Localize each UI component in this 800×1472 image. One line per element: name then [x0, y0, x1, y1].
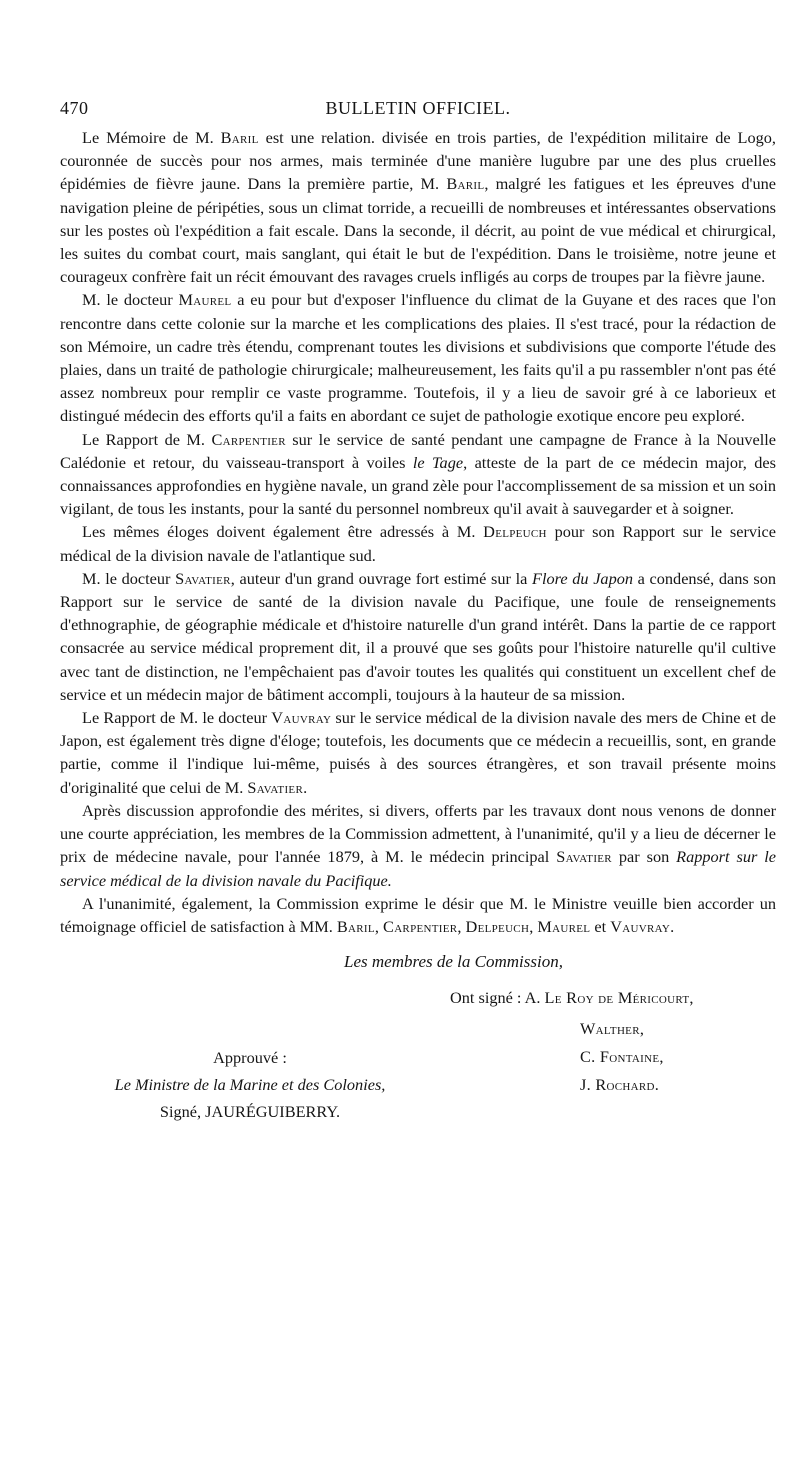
running-head — [60, 98, 776, 122]
author-name: Baril — [446, 174, 485, 194]
report-title: Rapport sur le service médical de la division navale du Pacifique. — [60, 847, 776, 890]
paragraph-savatier: M. le docteur Savatier, auteur d'un grand ouvrage fort estimé sur la Flore du Japon a condensé, dans son Rapport sur le service de santé de la division navale du Pacifique, une foule de renseignements d'ethnographie, de géographie médicale et d'histoire naturelle d'un grand intérêt. Dans la partie de ce rapport consacrée au service médical proprement dit, il a prouvé que ses goûts pour l'histoire naturelle qu'il cultive avec tant de distinction, ne l'empêchaient pas d'avoir toutes les qualités qui constituent un excellent chef de service et un médecin major de bâtiment accompli, toujours à la hauteur de sa mission. — [60, 568, 776, 704]
ship-name: le Tage — [412, 452, 464, 472]
signed-line: Ont signé : A. Le Roy de Méricourt, — [450, 988, 694, 1008]
author-name: Vauvray — [271, 708, 332, 728]
approved-label: Approuvé : — [213, 1048, 287, 1068]
member-name: C. Fontaine, — [580, 1047, 664, 1067]
paragraph-prize: Après discussion approfondie des mérites, si divers, offerts par les travaux dont nous venons de donner une courte appréciation, les membres de la Commission admettent, à l'unanimité, qu'il y a lieu de décerner le prix de médecine navale, pour l'année 1879, à M. le médecin principal Savatier par son Rapport sur le service médical de la division navale du Pacifique. — [60, 800, 776, 890]
commission-header: Les membres de la Commission, — [344, 952, 563, 972]
author-name: Savatier — [556, 847, 612, 867]
paragraph-vauvray: Le Rapport de M. le docteur Vauvray sur le service médical de la division navale des mers de Chine et de Japon, est également très digne d'éloge; toutefois, les documents que ce médecin a recueillis, sont, en grande partie, comme il l'indique lui-même, puisés à des sources étrangères, et son travail présente moins d'originalité que celui de M. Savatier. — [60, 708, 776, 797]
author-name: Maurel — [537, 916, 591, 936]
author-name: Baril — [336, 916, 375, 936]
member-name: Le Roy de Méricourt, — [544, 988, 694, 1008]
author-name: Delpeuch — [483, 522, 547, 542]
author-name: Vauvray — [610, 916, 671, 936]
paragraph-delpeuch: Les mêmes éloges doivent également être adressés à M. Delpeuch pour son Rapport sur le service médical de la division navale de l'atlantique sud. — [60, 522, 776, 565]
book-title: Flore du Japon — [532, 568, 633, 588]
paragraph-carpentier: Le Rapport de M. Carpentier sur le service de santé pendant une campagne de France à la Nouvelle Calédonie et retour, du vaisseau-transport à voiles le Tage, atteste de la part de ce médecin major, des connaissances approfondies en hygiène navale, un grand zèle pour l'accomplissement de sa mission et un soin vigilant, de tous les instants, pour la santé du personnel nombreux qu'il avait à sauvegarder et à soigner. — [60, 429, 776, 519]
author-name: Baril — [220, 128, 259, 147]
body-text — [60, 126, 776, 938]
minister-title: Le Ministre de la Marine et des Colonies, — [114, 1075, 386, 1095]
paragraph-baril: Le Mémoire de M. Baril est une relation. divisée en trois parties, de l'expédition militaire de Logo, couronnée de succès pour nos armes, mais terminée d'une manière lugubre par une des plus cruelles épidémies de fièvre jaune. Dans la première partie, M. Baril, malgré les fatigues et les épreuves d'une navigation pleine de péripéties, sous un climat torride, a recueilli de nombreuses et intéressantes observations sur les postes où l'expédition a fait escale. Dans la seconde, il décrit, au point de vue médical et chirurgical, les suites du combat court, mais sanglant, qui était le but de l'expédition. Dans le troisième, notre jeune et courageux confrère fait un récit émouvant des ravages cruels infligés au corps de troupes par la fièvre jaune. — [60, 128, 776, 287]
author-name: Delpeuch — [465, 916, 530, 936]
author-name: Maurel — [178, 290, 232, 310]
signature-block — [60, 952, 776, 1142]
author-name: Savatier — [175, 568, 231, 588]
author-name: Savatier — [247, 777, 304, 797]
author-name: Carpentier — [211, 429, 286, 449]
author-name: Carpentier — [383, 916, 458, 936]
page-number: 470 — [60, 98, 89, 118]
member-name: Walther, — [580, 1019, 645, 1039]
member-name: J. Rochard. — [580, 1075, 660, 1095]
approval-block — [60, 1044, 440, 1125]
paragraph-satisfaction: A l'unanimité, également, la Commission exprime le désir que M. le Ministre veuille bien accorder un témoignage officiel de satisfaction à MM. Baril, Carpentier, Delpeuch, Maurel et Vauvray. — [60, 893, 776, 936]
running-title: BULLETIN OFFICIEL. — [325, 98, 511, 118]
minister-signature: Signé, JAURÉGUIBERRY. — [159, 1102, 341, 1122]
paragraph-maurel: M. le docteur Maurel a eu pour but d'exposer l'influence du climat de la Guyane et des races que l'on rencontre dans cette colonie sur la marche et les complications des plaies. Il s'est tracé, pour la rédaction de son Mémoire, un cadre très étendu, comprenant toutes les divisions et subdivisions que comporte l'étude des plaies, dans un traité de pathologie chirurgicale; malheureusement, les faits qu'il a pu rassembler n'ont pas été assez nombreux pour remplir ce vaste programme. Toutefois, il y a lieu de savoir gré à ce laborieux et distingué médecin des efforts qu'il a faits en abordant ce sujet de pathologie exotique encore peu exploré. — [60, 290, 776, 426]
